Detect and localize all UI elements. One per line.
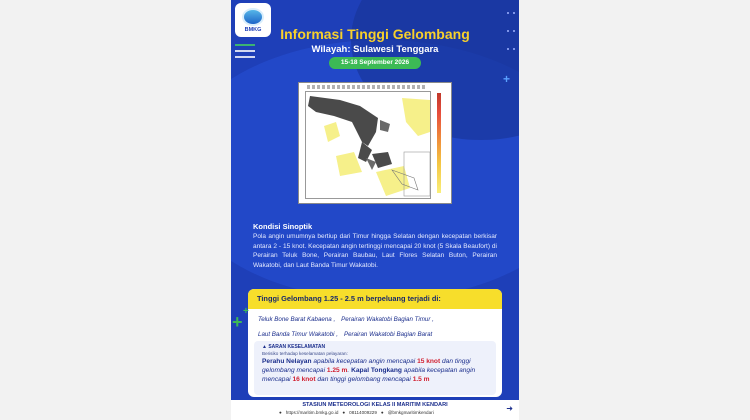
sinoptik-body: Pola angin umumnya bertiup dari Timur hingga Selatan dengan kecepatan berkisar antara 2 - 15 knot. Kecepatan angin tertinggi mencapai 20 knot (5 Skala Beaufort) di Perairan Teluk Bone, Perairan Baubau, Laut Flores Selatan Buton, Perairan Wakatobi, dan Laut Banda Timur Wakatobi. — [253, 233, 497, 269]
instagram-icon: ● — [380, 410, 384, 415]
area-item: Laut Banda Timur Wakatobi , — [258, 331, 338, 338]
safety-advice-box — [254, 341, 496, 395]
wave-height-map — [298, 82, 452, 204]
phone-number: 08114009229 — [349, 410, 377, 415]
area-item: Teluk Bone Barat Kabaena , — [258, 316, 336, 323]
vessel-name: Perahu Nelayan — [262, 358, 312, 365]
logo-label: BMKG — [244, 26, 262, 33]
phone-icon: ● — [342, 410, 346, 415]
social-handle: @bmkgmaritimkendari — [387, 410, 434, 415]
area-item: Perairan Wakatobi Bagian Timur , — [341, 316, 434, 323]
safety-advice-title: ▲ SARAN KESELAMATAN — [262, 344, 326, 350]
area-row — [258, 331, 498, 338]
wind-threshold: 15 knot — [417, 358, 441, 365]
map-area — [305, 91, 431, 199]
card-heading: Tinggi Gelombang 1.25 - 2.5 m berpeluang terjadi di: — [248, 289, 502, 309]
arrow-right-icon[interactable]: ➜ — [506, 404, 513, 413]
globe-icon — [242, 8, 264, 26]
globe-icon: ● — [279, 410, 282, 415]
area-row — [258, 316, 498, 323]
wave-threshold: 1.25 m — [326, 366, 348, 374]
sulawesi-map-icon — [306, 92, 431, 199]
plus-icon: + — [243, 306, 249, 317]
page-subtitle: Wilayah: Sulawesi Tenggara — [311, 44, 439, 55]
safety-advice-text: Perahu Nelayan apabila kecepatan angin mencapai 15 knot dan tinggi gelombang mencapai 1.25 m. Kapal Tongkang apabila kecepatan angin mencapai 16 knot dan tinggi gelombang mencapai 1.5 m — [262, 358, 476, 383]
map-header-text — [307, 85, 427, 89]
poster — [231, 0, 519, 420]
website-link[interactable]: https://maritim.bmkg.go.id — [285, 410, 339, 415]
wave-info-card — [248, 289, 502, 397]
footer — [231, 400, 519, 420]
wave-height-color-scale — [437, 93, 441, 193]
plus-icon: + — [503, 72, 511, 86]
page-title: Informasi Tinggi Gelombang — [280, 26, 470, 42]
contact-row — [279, 410, 434, 415]
station-name: STASIUN METEOROLOGI KELAS II MARITIM KENDARI — [302, 402, 448, 408]
date-badge: 15-18 September 2026 — [329, 57, 421, 69]
area-item: Perairan Wakatobi Bagian Barat — [343, 331, 433, 338]
wind-threshold: 16 knot — [292, 375, 316, 383]
vessel-name: Kapal Tongkang — [351, 366, 402, 374]
plus-icon: + — [232, 312, 243, 332]
safety-advice-subtitle: Berisiko terhadap keselamatan pelayaran: — [262, 351, 348, 356]
sinoptik-heading: Kondisi Sinoptik — [253, 222, 313, 231]
wave-threshold: 1.5 m — [412, 375, 430, 383]
